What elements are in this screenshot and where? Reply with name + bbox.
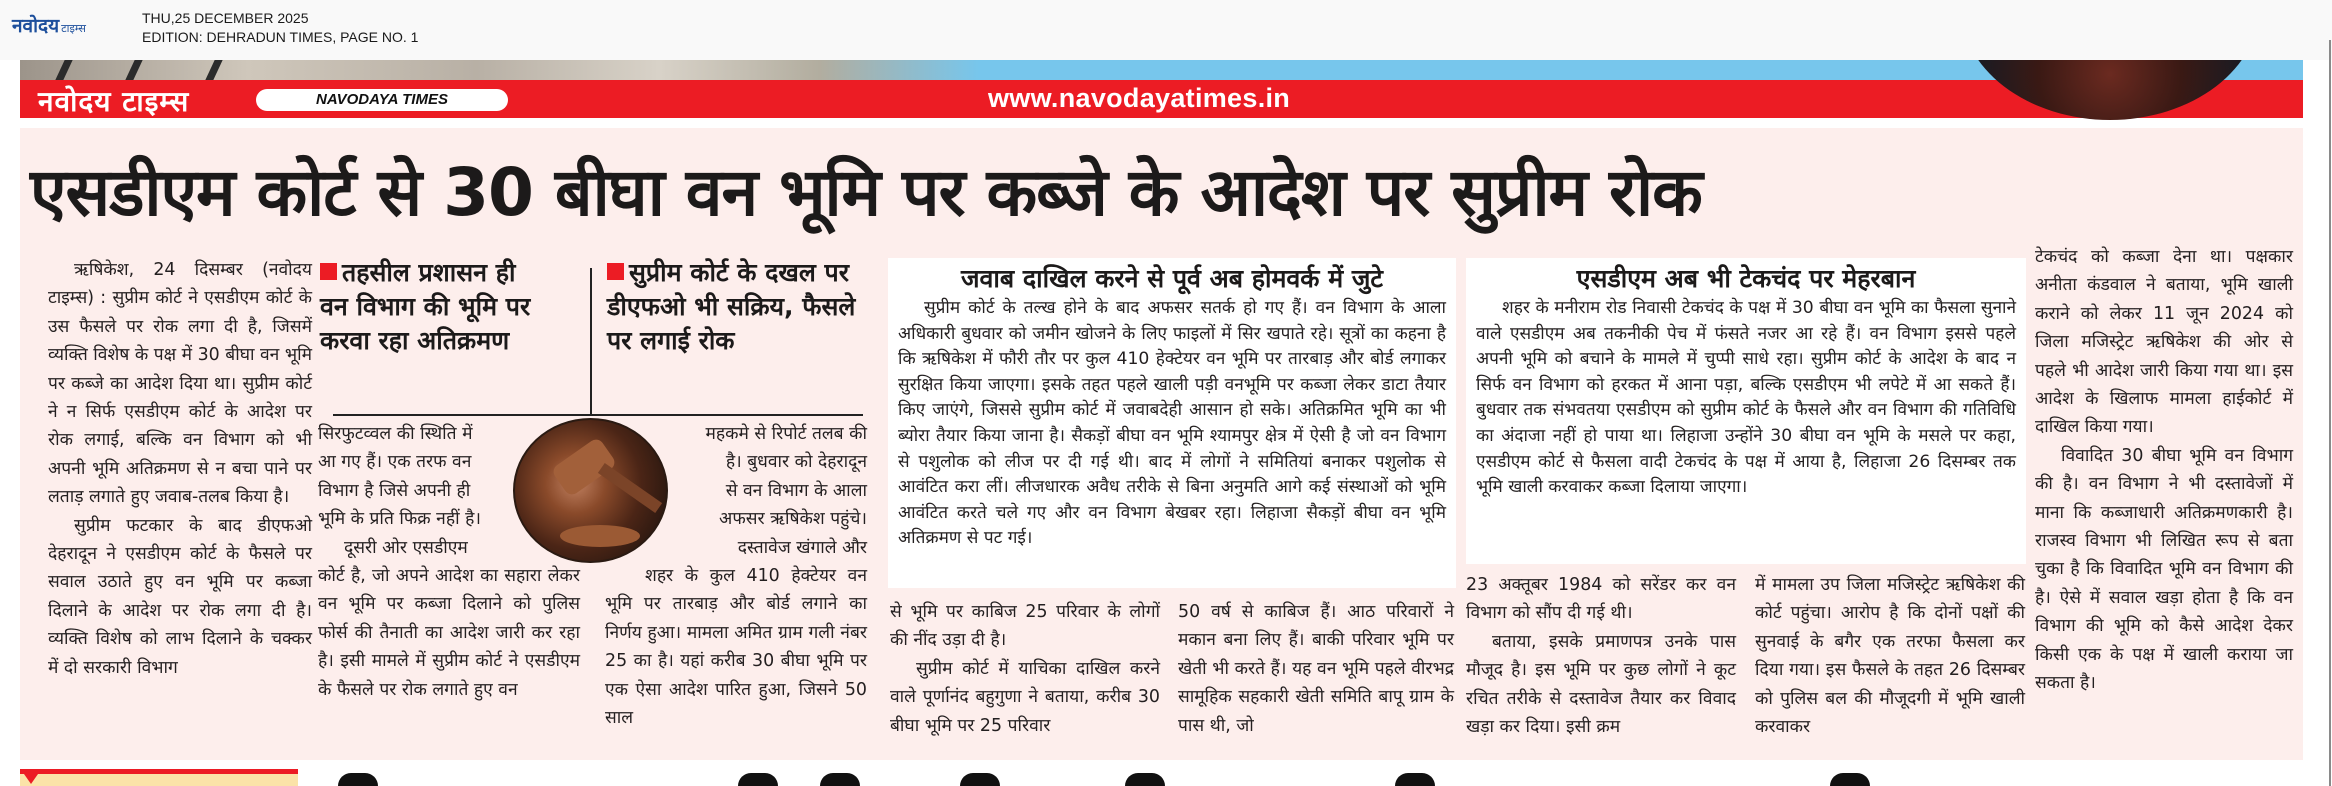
next-headline-glyph bbox=[338, 773, 378, 786]
edition-page: EDITION: DEHRADUN TIMES, PAGE NO. 1 bbox=[142, 29, 419, 45]
paragraph: सुप्रीम कोर्ट में याचिका दाखिल करने वाले पूर्णानंद बहुगुणा ने बताया, करीब 30 बीघा भूमि पर 25 परिवार bbox=[890, 658, 1160, 736]
red-bullet-icon bbox=[320, 263, 337, 280]
edition-date: THU,25 DECEMBER 2025 bbox=[142, 10, 309, 26]
paragraph: 23 अक्तूबर 1984 को सरेंडर कर वन विभाग को सौंप दी गई थी। bbox=[1466, 575, 1736, 624]
logo-main: नवोदय bbox=[12, 15, 60, 37]
next-headline-glyph bbox=[820, 773, 860, 786]
paragraph: ऋषिकेश, 24 दिसम्बर (नवोदय टाइम्स) : सुप्रीम कोर्ट ने एसडीएम कोर्ट के उस फैसले पर रोक लगा दी है, जिसमें व्यक्ति विशेष के पक्ष में 30 बीघा वन भूमि पर कब्जे का आदेश दिया था। सुप्रीम कोर्ट ने न सिर्फ एसडीएम कोर्ट के आदेश पर रोक लगाई, बल्कि वन विभाग को भी अपनी भूमि अतिक्रमण से न बचा पाने पर लताड़ लगाते हुए जवाब-तलब किया है। bbox=[48, 260, 312, 508]
masthead bbox=[20, 60, 2303, 118]
masthead-city-photo bbox=[1960, 50, 2260, 120]
logo-sub: टाइम्स bbox=[61, 22, 86, 35]
paragraph: टेकचंद को कब्जा देना था। पक्षकार अनीता कंडवाल ने बताया, भूमि खाली कराने को लेकर 11 जून 2024 को जिला मजिस्ट्रेट ऋषिकेश की ओर से पहले भी आदेश जारी किया गया था। इस आदेश के खिलाफ मामला हाईकोर्ट में दाखिल किया गया। bbox=[2035, 247, 2293, 438]
viewer-header bbox=[0, 0, 2332, 60]
article-column-8 bbox=[2035, 243, 2293, 698]
next-headline-glyph bbox=[1125, 773, 1165, 786]
paragraph: बताया, इसके प्रमाणपत्र उनके पास मौजूद है। इस भूमि पर कुछ लोगों ने कूट रचित तरीके से दस्तावेज तैयार कर विवाद खड़ा कर दिया। इसी क्रम bbox=[1466, 631, 1736, 738]
article-column-5 bbox=[1178, 598, 1454, 740]
article-column-6 bbox=[1466, 571, 1736, 741]
article-column-7 bbox=[1755, 571, 2025, 741]
paragraph: सुप्रीम फटकार के बाद डीएफओ देहरादून ने एसडीएम कोर्ट के फैसले पर सवाल उठाते हुए वन भूमि पर कब्जा दिलाने के आदेश पर रोक लगा दी है। व्यक्ति विशेष को लाभ दिलाने के चक्कर में दो सरकारी विभाग bbox=[48, 515, 312, 678]
article-column-4 bbox=[890, 598, 1160, 740]
red-bullet-icon bbox=[607, 263, 624, 280]
next-headline-glyph bbox=[1395, 773, 1435, 786]
paragraph: शहर के कुल 410 हेक्टेयर वन भूमि पर तारबाड़ और बोर्ड लगाने का निर्णय हुआ। मामला अमित ग्राम गली नंबर 25 का है। यहां करीब 30 बीघा भूमि पर एक ऐसा आदेश पारित हुआ, जिसने 50 साल bbox=[605, 566, 867, 729]
sidebar-box-homework bbox=[888, 258, 1456, 588]
sidebar-box-tekchand bbox=[1466, 258, 2026, 564]
paragraph: विवादित 30 बीघा भूमि वन विभाग की है। वन विभाग ने भी दस्तावेजों में माना कि कब्जाधारी अतिक्रमणकारी है। राजस्व विभाग भी लिखित रूप से बता चुका है कि विवादित भूमि वन विभाग की है। ऐसे में सवाल खड़ा होता है कि वन विभाग की भूमि को कैसे आदेश देकर किसी एक के पक्ष में खाली कराया जा सकता है। bbox=[2035, 445, 2293, 694]
triangle-icon bbox=[24, 774, 38, 784]
next-headline-glyph bbox=[738, 773, 778, 786]
divider bbox=[590, 268, 592, 414]
article-column-1 bbox=[48, 256, 312, 682]
masthead-website: www.navodayatimes.in bbox=[988, 83, 1291, 113]
scrollbar-edge[interactable] bbox=[2329, 40, 2331, 786]
next-headline-glyph bbox=[960, 773, 1000, 786]
box-title: जवाब दाखिल करने से पूर्व अब होमवर्क में जुटे bbox=[960, 264, 1384, 293]
article bbox=[20, 128, 2303, 760]
next-headline-glyph bbox=[1830, 773, 1870, 786]
highlight-2: सुप्रीम कोर्ट के दखल पर डीएफओ भी सक्रिय, फैसले पर लगाई रोक bbox=[607, 258, 856, 355]
headline: एसडीएम कोर्ट से 30 बीघा वन भूमि पर कब्जे के आदेश पर सुप्रीम रोक bbox=[30, 154, 1702, 231]
photo-figure bbox=[125, 60, 142, 80]
paragraph: में मामला उप जिला मजिस्ट्रेट ऋषिकेश की कोर्ट पहुंचा। आरोप है कि दोनों पक्षों की सुनवाई के बगैर एक तरफा फैसला कर दिया गया। इस फैसले के तहत 26 दिसम्बर को पुलिस बल की मौजूदगी में भूमि खाली करवाकर bbox=[1755, 575, 2025, 738]
divider bbox=[333, 414, 863, 416]
wrap-text: महकमे से रिपोर्ट तलब की है। बुधवार को देहरादून से वन विभाग के आला अफसर ऋषिकेश पहुंचे। दस्तावेज खंगाले और bbox=[705, 424, 867, 558]
highlight-1: तहसील प्रशासन ही वन विभाग की भूमि पर करवा रहा अतिक्रमण bbox=[320, 258, 531, 355]
photo-figure bbox=[55, 60, 72, 80]
box-title: एसडीएम अब भी टेकचंद पर मेहरबान bbox=[1576, 264, 1916, 293]
next-story-tag[interactable] bbox=[20, 769, 298, 786]
paragraph: से भूमि पर काबिज 25 परिवार के लोगों की नींद उड़ा दी है। bbox=[890, 602, 1160, 651]
viewer-logo[interactable] bbox=[12, 12, 86, 38]
photo-figure bbox=[205, 60, 222, 80]
box-text: सुप्रीम कोर्ट के तल्ख होने के बाद अफसर सतर्क हो गए हैं। वन विभाग के आला अधिकारी बुधवार को जमीन खोजने के लिए फाइलों में सिर खपाते रहे। सूत्रों का कहना है कि ऋषिकेश में फौरी तौर पर कुल 410 हेक्टेयर वन भूमि पर तारबाड़ और बोर्ड लगाकर सुरक्षित किया जाएगा। इसके तहत पहले खाली पड़ी वनभूमि पर कब्जा लेकर डाटा तैयार किए जाएंगे, जिससे सुप्रीम कोर्ट में जवाबदेही आसान हो सके। अतिक्रमित भूमि का भी ब्योरा तैयार किया जाना है। सैकड़ों बीघा वन भूमि श्यामपुर क्षेत्र में ऐसी है जो वन विभाग से पशुलोक को लीज पर दी गई थी। बाद में लोगों ने समितियां बनाकर पशुलोक से आवंटित करा लीं। लीजधारक अवैध तरीके से बिना अनुमति आगे कई संस्थाओं को भूमि आवंटित करते चले गए और वन विभाग बेखबर रहा। लिहाजा सैकड़ों बीघा वन भूमि अतिक्रमण से पट गई। bbox=[898, 298, 1446, 549]
box-text: शहर के मनीराम रोड निवासी टेकचंद के पक्ष में 30 बीघा वन भूमि का फैसला सुनाने वाले एसडीएम अब तकनीकी पेच में फंसते नजर आ रहे हैं। वन विभाग इससे पहले अपनी भूमि को बचाने के मामले में चुप्पी साधे रहा। सुप्रीम कोर्ट के आदेश के बाद न सिर्फ वन विभाग को हरकत में आना पड़ा, बल्कि एसडीएम भी लपेटे में आ सकते हैं। बुधवार तक संभवतया एसडीएम को सुप्रीम कोर्ट के फैसले और वन विभाग की गतिविधि का अंदाजा नहीं हो पाया था। लिहाजा उन्होंने 30 बीघा वन भूमि के मसले पर कहा, एसडीएम कोर्ट से फैसला वादी टेकचंद के पक्ष में आया है, लिहाजा 26 दिसम्बर तक भूमि खाली करवाकर कब्जा दिलाया जाएगा। bbox=[1476, 298, 2016, 498]
paragraph: 50 वर्ष से काबिज हैं। आठ परिवारों ने मकान बना लिए हैं। बाकी परिवार भूमि पर खेती भी करते हैं। यह वन भूमि पहले वीरभद्र सामूहिक सहकारी खेती समिति बापू ग्राम के पास थी, जो bbox=[1178, 602, 1454, 736]
article-column-3 bbox=[605, 420, 867, 732]
paragraph: कोर्ट है, जो अपने आदेश का सहारा लेकर वन भूमि पर कब्जा दिलाने को पुलिस फोर्स की तैनाती का आदेश जारी कर रहा है। इसी मामले में सुप्रीम कोर्ट ने एसडीएम के फैसले पर रोक लगाते हुए वन bbox=[318, 566, 580, 700]
masthead-title-hindi: नवोदय टाइम्स bbox=[38, 85, 190, 118]
masthead-title-english: NAVODAYA TIMES bbox=[256, 89, 508, 111]
edition-info bbox=[142, 9, 418, 47]
wrap-text: सिरफुटव्वल की स्थिति में आ गए हैं। एक तरफ वन विभाग है जिसे अपनी ही भूमि के प्रति फिक्र नहीं है। दूसरी ओर एसडीएम bbox=[318, 424, 481, 558]
